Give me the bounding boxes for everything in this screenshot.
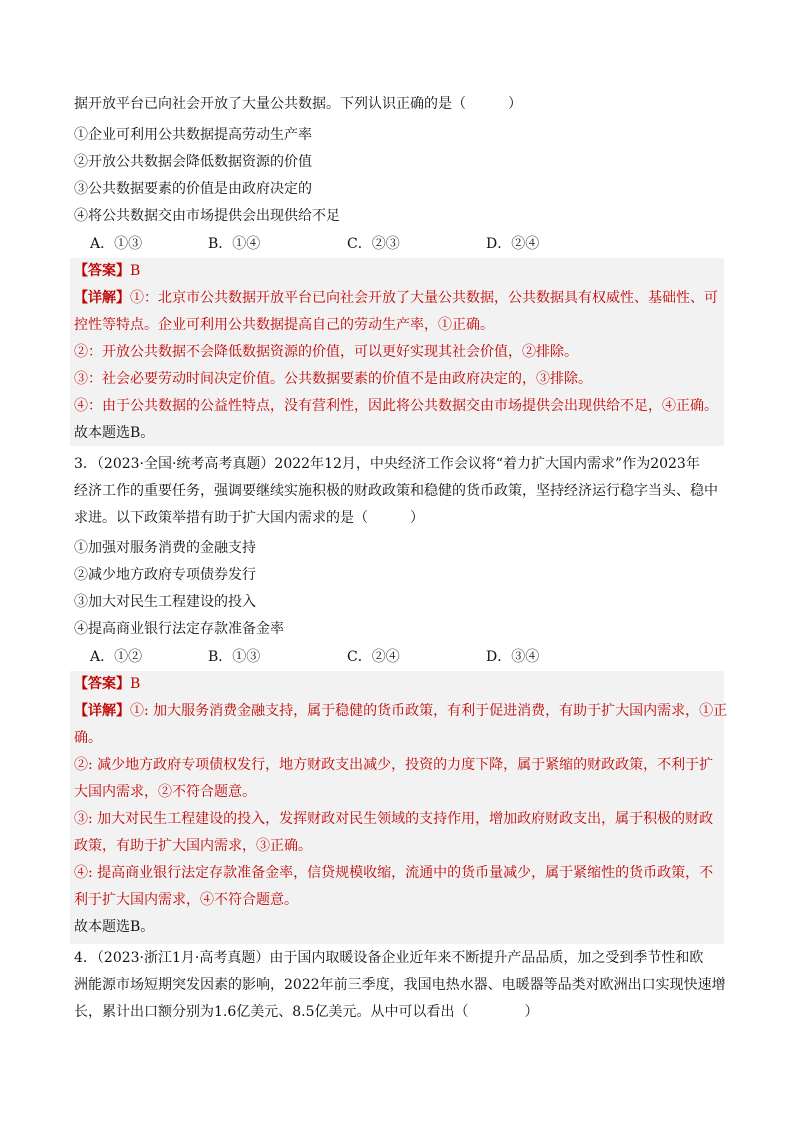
q3-answer [74, 674, 140, 694]
q2-answer-tag: 【答案】 [74, 263, 130, 279]
q3-detail-line-7: ④: 提高商业银行法定存款准备金率，信贷规模收缩，流通中的货币量减少，属于紧缩性的货币政策，不 [74, 865, 714, 881]
q3-detail-line-6: 政策，有助于扩大国内需求，③正确。 [74, 838, 312, 854]
q3-detail-line-1: 【详解】①: 加大服务消费金融支持，属于稳健的货币政策，有利于促进消费，有助于扩大国内需求，①正 [74, 703, 728, 719]
q3-option-a: A．①② [90, 649, 143, 665]
q3-answer-tag: 【答案】 [74, 676, 130, 692]
q3-detail-line-2: 确。 [74, 730, 102, 746]
q3-detail-line-4: 大国内需求，②不符合题意。 [74, 784, 256, 800]
q2-option-a: A．①③ [90, 236, 143, 252]
q3-option-c: C．②④ [347, 649, 400, 665]
q3-detail-line-5: ③: 加大对民生工程建设的投入，发挥财政对民生领域的支持作用，增加政府财政支出，属于积极的财政 [74, 811, 714, 827]
q3-detail-line-8: 利于扩大国内需求，④不符合题意。 [74, 892, 298, 908]
q2-option-c: C．②③ [347, 236, 400, 252]
q2-item-2: ②开放公共数据会降低数据资源的价值 [74, 154, 312, 170]
q2-detail-line-2: 控性等特点。企业可利用公共数据提高自己的劳动生产率，①正确。 [74, 317, 494, 333]
q3-item-4: ④提高商业银行法定存款准备金率 [74, 621, 284, 637]
q4-stem-line-1: 4．（2023·浙江1月·高考真题）由于国内取暖设备企业近年来不断提升产品品质，加之受到季节性和欧 [74, 950, 704, 966]
q3-item-1: ①加强对服务消费的金融支持 [74, 540, 256, 556]
q2-detail-line-3: ②：开放公共数据不会降低数据资源的价值，可以更好实现其社会价值，②排除。 [74, 344, 578, 360]
q3-stem-line-2: 经济工作的重要任务，强调要继续实施积极的财政政策和稳健的货币政策，坚持经济运行稳字当头、稳中 [74, 483, 718, 499]
q2-detail-line-1: 【详解】①：北京市公共数据开放平台已向社会开放了大量公共数据，公共数据具有权威性、基础性、可 [74, 290, 718, 306]
q2-stem: 据开放平台已向社会开放了大量公共数据。下列认识正确的是（ ） [74, 96, 522, 112]
q2-option-b: B．①④ [208, 236, 261, 252]
q2-option-d: D．②④ [486, 236, 540, 252]
q2-detail-tag: 【详解】 [74, 290, 130, 306]
q3-conclusion: 故本题选B。 [74, 919, 155, 935]
q2-answer-box [70, 258, 724, 446]
q3-option-d: D．③④ [486, 649, 540, 665]
q2-detail-line-4: ③：社会必要劳动时间决定价值。公共数据要素的价值不是由政府决定的，③排除。 [74, 371, 592, 387]
q3-detail-line-3: ②: 减少地方政府专项债权发行，地方财政支出减少，投资的力度下降，属于紧缩的财政政策，不利于扩 [74, 757, 714, 773]
q3-item-2: ②减少地方政府专项债券发行 [74, 567, 256, 583]
q2-answer [74, 261, 140, 281]
q2-item-3: ③公共数据要素的价值是由政府决定的 [74, 181, 312, 197]
q3-stem-line-3: 求进。以下政策举措有助于扩大国内需求的是（ ） [74, 510, 424, 526]
q3-detail-tag: 【详解】 [74, 703, 130, 719]
q2-detail-line-5: ④：由于公共数据的公益性特点，没有营利性，因此将公共数据交由市场提供会出现供给不足，④正确。 [74, 398, 718, 414]
q3-answer-value: B [130, 676, 141, 692]
q4-stem-line-3: 长，累计出口额分别为1.6亿美元、8.5亿美元。从中可以看出（ ） [74, 1004, 539, 1020]
q3-option-b: B．①③ [208, 649, 261, 665]
q2-answer-value: B [130, 263, 141, 279]
q4-stem-line-2: 洲能源市场短期突发因素的影响，2022年前三季度，我国电热水器、电暖器等品类对欧洲出口实现快速增 [74, 977, 726, 993]
q2-conclusion: 故本题选B。 [74, 425, 155, 441]
q2-item-1: ①企业可利用公共数据提高劳动生产率 [74, 127, 312, 143]
q3-stem-line-1: 3．（2023·全国·统考高考真题）2022年12月，中央经济工作会议将“着力扩大国内需求”作为2023年 [74, 456, 700, 472]
q3-item-3: ③加大对民生工程建设的投入 [74, 594, 256, 610]
q3-answer-box [70, 671, 728, 944]
q2-item-4: ④将公共数据交由市场提供会出现供给不足 [74, 208, 340, 224]
